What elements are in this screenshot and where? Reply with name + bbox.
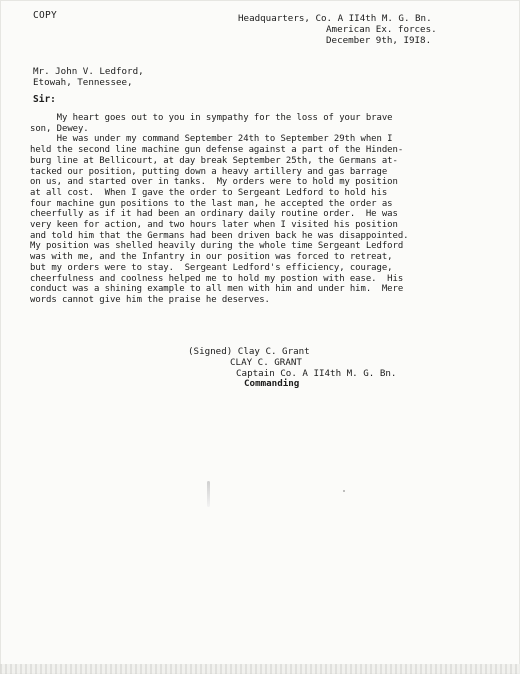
copy-label: COPY: [33, 10, 58, 21]
letter-body: [30, 113, 470, 306]
body-line: very keen for action, and two hours later when I visited his position: [30, 220, 398, 231]
body-line: words cannot give him the praise he deserves.: [30, 294, 270, 305]
body-line: was with me, and the Infantry in our position was forced to retreat,: [30, 252, 393, 263]
body-line: burg line at Bellicourt, at day break September 25th, the Germans at-: [30, 155, 398, 166]
header-unit-line: Headquarters, Co. A II4th M. G. Bn.: [238, 13, 432, 24]
header-date-line: December 9th, I9I8.: [326, 34, 432, 46]
scan-speck: [343, 490, 345, 492]
signer-role: Commanding: [244, 378, 300, 390]
recipient-block: [33, 67, 144, 89]
body-line: at all cost. When I gave the order to Sergeant Ledford to hold his: [30, 187, 388, 198]
letter-header: [238, 14, 437, 46]
signed-line: (Signed) Clay C. Grant: [188, 346, 310, 357]
salutation: Sir:: [33, 94, 56, 105]
body-line: and told him that the Germans had been driven back he was disappointed.: [30, 230, 409, 241]
signature-block: [188, 347, 396, 390]
body-line: son, Dewey.: [30, 123, 89, 134]
body-line: cheerfully as if it had been an ordinary daily routine order. He was: [30, 209, 398, 220]
scan-artifact: [207, 481, 210, 507]
body-line: tacked our position, putting down a heavy artillery and gas barrage: [30, 166, 388, 177]
recipient-address: Etowah, Tennessee,: [33, 76, 133, 88]
body-line: My position was shelled heavily during the whole time Sergeant Ledford: [30, 241, 404, 252]
body-line: but my orders were to stay. Sergeant Ledford's efficiency, courage,: [30, 262, 393, 273]
body-line: cheerfulness and coolness helped me to hold my postion with ease. His: [30, 273, 404, 284]
typed-name: CLAY C. GRANT: [230, 356, 302, 368]
body-line: four machine gun positions to the last man, he accepted the order as: [30, 198, 393, 209]
body-line: He was under my command September 24th to September 29th when I: [30, 134, 393, 145]
page-bottom-edge: [0, 664, 520, 674]
body-line: held the second line machine gun defense against a part of the Hinden-: [30, 145, 404, 156]
body-line: conduct was a shining example to all men with him and under him. Mere: [30, 284, 404, 295]
signer-title: Captain Co. A II4th M. G. Bn.: [236, 367, 397, 379]
body-line: on us, and started over in tanks. My orders were to hold my position: [30, 177, 398, 188]
body-line: My heart goes out to you in sympathy for the loss of your brave: [30, 113, 393, 123]
header-forces-line: American Ex. forces.: [326, 23, 437, 35]
recipient-name: Mr. John V. Ledford,: [33, 66, 144, 77]
